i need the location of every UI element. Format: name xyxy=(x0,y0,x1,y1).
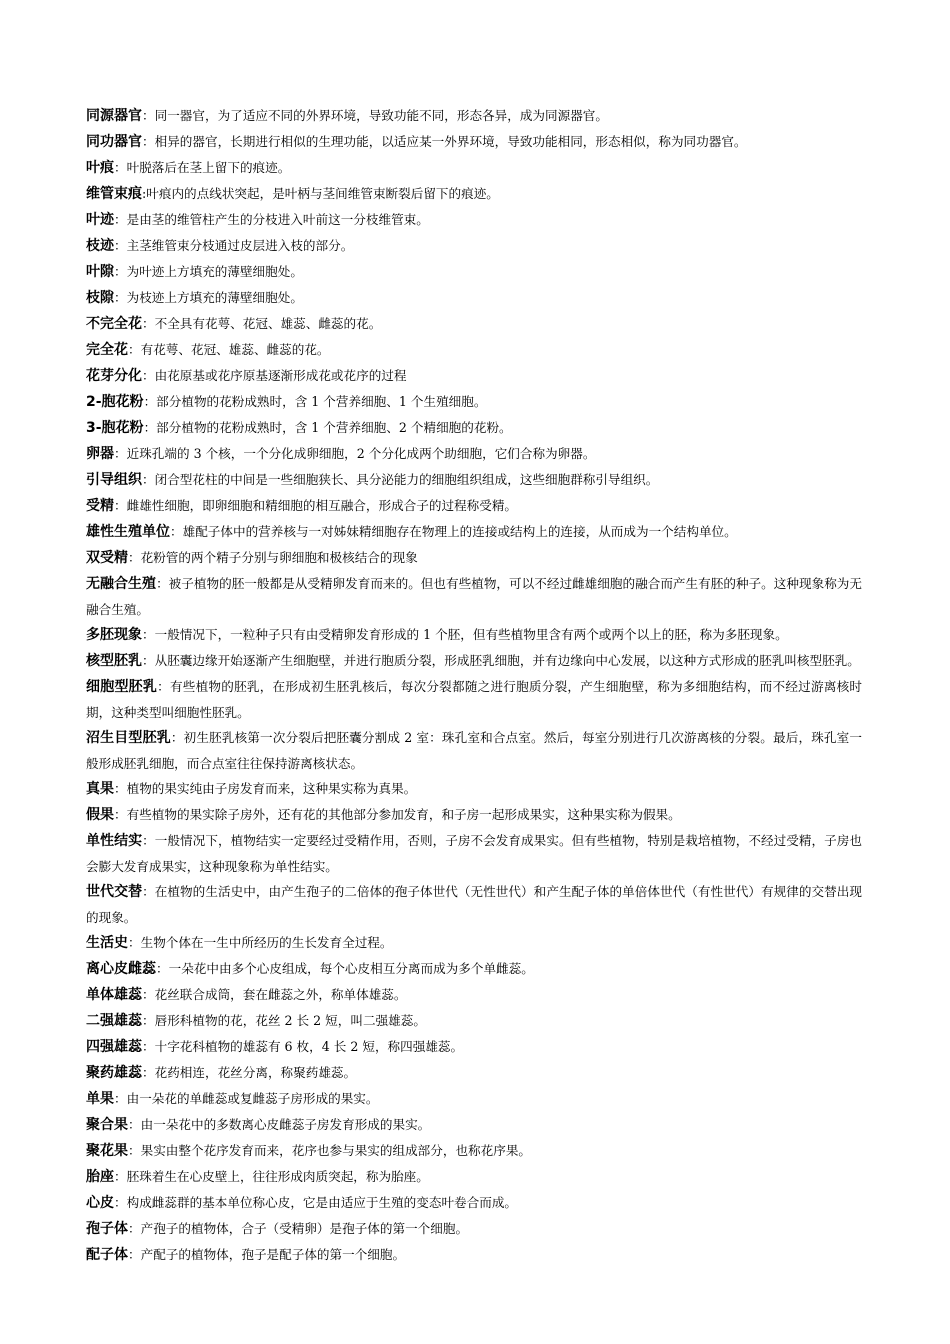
glossary-definition: 雌雄性细胞，即卵细胞和精细胞的相互融合，形成合子的过程称受精。 xyxy=(126,498,517,513)
glossary-term: 2-胞花粉 xyxy=(86,394,144,410)
glossary-entry xyxy=(86,233,862,259)
term-separator: ： xyxy=(142,316,155,331)
glossary-definition: 有些植物的胚乳，在形成初生胚乳核后，每次分裂都随之进行胞质分裂，产生细胞壁，称为多细胞结构，而不经过游离核时期，这种类型叫细胞性胚乳。 xyxy=(86,679,863,720)
term-separator: ： xyxy=(114,498,127,513)
glossary-term: 叶迹 xyxy=(86,212,114,228)
glossary-definition: 部分植物的花粉成熟时，含 1 个营养细胞、1 个生殖细胞。 xyxy=(156,394,487,409)
term-separator: ： xyxy=(143,420,157,435)
glossary-definition: 被子植物的胚一般都是从受精卵发育而来的。但也有些植物，可以不经过雌雄细胞的融合而产生有胚的种子。这种现象称为无融合生殖。 xyxy=(86,576,863,617)
glossary-term: 同源器官 xyxy=(86,108,142,124)
glossary-definition: 部分植物的花粉成熟时，含 1 个营养细胞、2 个精细胞的花粉。 xyxy=(156,420,512,435)
glossary-term: 叶痕 xyxy=(86,160,114,176)
term-separator: ： xyxy=(114,781,127,796)
glossary-entry xyxy=(86,1164,862,1190)
glossary-term: 无融合生殖 xyxy=(86,576,157,592)
glossary-entry xyxy=(86,674,862,725)
glossary-term: 生活史 xyxy=(86,935,128,951)
glossary-entry xyxy=(86,1190,862,1216)
glossary-definition: 不全具有花萼、花冠、雄蕊、雌蕊的花。 xyxy=(154,316,382,331)
term-separator: ： xyxy=(142,1039,155,1054)
glossary-definition: 十字花科植物的雄蕊有 6 枚，4 长 2 短，称四强雄蕊。 xyxy=(154,1039,464,1054)
term-separator: ： xyxy=(142,108,155,123)
glossary-term: 沼生目型胚乳 xyxy=(86,730,171,746)
glossary-definition: 花药相连，花丝分离，称聚药雄蕊。 xyxy=(154,1065,357,1080)
term-separator: ： xyxy=(157,679,170,694)
glossary-term: 孢子体 xyxy=(86,1221,128,1237)
glossary-definition: 雄配子体中的营养核与一对姊妹精细胞存在物理上的连接或结构上的连接，从而成为一个结构单位。 xyxy=(182,524,737,539)
glossary-definition: 相异的器官，长期进行相似的生理功能，以适应某一外界环境，导致功能相同，形态相似，称为同功器官。 xyxy=(154,134,747,149)
glossary-definition: 生物个体在一生中所经历的生长发育全过程。 xyxy=(140,935,393,950)
term-separator: ： xyxy=(128,550,141,565)
glossary-entry xyxy=(86,415,862,441)
glossary-definition: 胚珠着生在心皮壁上，往往形成肉质突起，称为胎座。 xyxy=(126,1169,429,1184)
glossary-definition: 是由茎的维管柱产生的分枝进入叶前这一分枝维管束。 xyxy=(126,212,429,227)
term-separator: ： xyxy=(142,627,155,642)
term-separator: ： xyxy=(114,212,127,227)
glossary-term: 多胚现象 xyxy=(86,627,142,643)
term-separator: ： xyxy=(114,1195,127,1210)
term-separator: ： xyxy=(128,342,141,357)
term-separator: ： xyxy=(142,833,155,848)
glossary-term: 卵器 xyxy=(86,446,114,462)
glossary-entry xyxy=(86,930,862,956)
term-separator: ： xyxy=(156,576,169,591)
term-separator: ： xyxy=(114,807,127,822)
glossary-term: 枝迹 xyxy=(86,238,114,254)
glossary-entry xyxy=(86,956,862,982)
glossary-entry xyxy=(86,725,862,776)
term-separator: ： xyxy=(128,1117,141,1132)
glossary-definition: 一般情况下，一粒种子只有由受精卵发育形成的 1 个胚，但有些植物里含有两个或两个以上的胚，称为多胚现象。 xyxy=(154,627,788,642)
glossary-entry xyxy=(86,802,862,828)
glossary-entry xyxy=(86,982,862,1008)
term-separator: ： xyxy=(142,368,155,383)
glossary-entry xyxy=(86,129,862,155)
glossary-entry xyxy=(86,207,862,233)
glossary-entry xyxy=(86,467,862,493)
glossary-entry xyxy=(86,776,862,802)
glossary-entry xyxy=(86,1008,862,1034)
glossary-definition: 有些植物的果实除子房外，还有花的其他部分参加发育，和子房一起形成果实，这种果实称为假果。 xyxy=(126,807,681,822)
glossary-term: 单体雄蕊 xyxy=(86,987,142,1003)
glossary-definition: 唇形科植物的花，花丝 2 长 2 短，叫二强雄蕊。 xyxy=(154,1013,426,1028)
term-separator: ： xyxy=(114,1169,127,1184)
glossary-entry xyxy=(86,545,862,571)
term-separator: ： xyxy=(142,1065,155,1080)
glossary-definition: 初生胚乳核第一次分裂后把胚囊分割成 2 室：珠孔室和合点室。然后，每室分别进行几次游离核的分裂。最后，珠孔室一般形成胚乳细胞，而合点室往往保持游离核状态。 xyxy=(86,730,863,771)
glossary-term: 细胞型胚乳 xyxy=(86,679,158,695)
glossary-definition: 植物的果实纯由子房发育而来，这种果实称为真果。 xyxy=(126,781,417,796)
term-separator: ： xyxy=(128,1247,141,1262)
glossary-entry xyxy=(86,311,862,337)
glossary-entry xyxy=(86,648,862,674)
glossary-entry xyxy=(86,622,862,648)
glossary-definition: 同一器官，为了适应不同的外界环境，导致功能不同，形态各异，成为同源器官。 xyxy=(154,108,608,123)
glossary-entry xyxy=(86,181,862,207)
glossary-term: 四强雄蕊 xyxy=(86,1039,142,1055)
glossary-term: 聚药雄蕊 xyxy=(86,1065,142,1081)
glossary-term: 枝隙 xyxy=(86,290,114,306)
glossary-definition: 闭合型花柱的中间是一些细胞狭长、具分泌能力的细胞组织组成，这些细胞群称引导组织。 xyxy=(154,472,659,487)
glossary-term: 叶隙 xyxy=(86,264,114,280)
term-separator: : xyxy=(142,186,147,201)
glossary-definition: 由一朵花中的多数离心皮雌蕊子房发育形成的果实。 xyxy=(140,1117,431,1132)
glossary-term: 完全花 xyxy=(86,342,128,358)
glossary-entry xyxy=(86,1112,862,1138)
glossary-term: 世代交替 xyxy=(86,884,143,900)
term-separator: ： xyxy=(114,446,127,461)
glossary-entry xyxy=(86,1060,862,1086)
glossary-entry xyxy=(86,363,862,389)
term-separator: ： xyxy=(156,961,169,976)
document-page xyxy=(86,103,862,1268)
glossary-definition: 产配子的植物体，孢子是配子体的第一个细胞。 xyxy=(140,1247,406,1262)
term-separator: ： xyxy=(170,524,183,539)
glossary-definition: 产孢子的植物体，合子（受精卵）是孢子体的第一个细胞。 xyxy=(140,1221,469,1236)
term-separator: ： xyxy=(128,935,141,950)
glossary-definition: 一般情况下，植物结实一定要经过受精作用，否则，子房不会发育成果实。但有些植物，特别是栽培植物，不经过受精，子房也会膨大发育成果实，这种现象称为单性结实。 xyxy=(86,833,863,874)
term-separator: ： xyxy=(114,264,127,279)
glossary-term: 受精 xyxy=(86,498,114,514)
glossary-term: 核型胚乳 xyxy=(86,653,142,669)
glossary-entry xyxy=(86,259,862,285)
term-separator: ： xyxy=(114,290,127,305)
glossary-definition: 为叶迹上方填充的薄壁细胞处。 xyxy=(126,264,303,279)
glossary-entry xyxy=(86,285,862,311)
glossary-definition: 叶痕内的点线状突起，是叶柄与茎间维管束断裂后留下的痕迹。 xyxy=(146,186,499,201)
glossary-definition: 花丝联合成筒，套在雌蕊之外，称单体雄蕊。 xyxy=(154,987,407,1002)
glossary-entry xyxy=(86,1086,862,1112)
glossary-definition: 叶脱落后在茎上留下的痕迹。 xyxy=(126,160,291,175)
glossary-term: 心皮 xyxy=(86,1195,114,1211)
glossary-definition: 有花萼、花冠、雄蕊、雌蕊的花。 xyxy=(140,342,330,357)
glossary-definition: 从胚囊边缘开始逐渐产生细胞壁，并进行胞质分裂，形成胚乳细胞，并有边缘向中心发展，以这种方式形成的胚乳叫核型胚乳。 xyxy=(154,653,860,668)
glossary-entry xyxy=(86,1034,862,1060)
glossary-term: 花芽分化 xyxy=(86,368,142,384)
glossary-definition: 一朵花中由多个心皮组成，每个心皮相互分离而成为多个单雌蕊。 xyxy=(168,961,534,976)
glossary-entry xyxy=(86,1216,862,1242)
glossary-term: 雄性生殖单位 xyxy=(86,524,170,540)
term-separator: ： xyxy=(142,472,155,487)
glossary-term: 真果 xyxy=(86,781,114,797)
glossary-entry xyxy=(86,828,862,879)
glossary-entry xyxy=(86,337,862,363)
glossary-definition: 由花原基或花序原基逐渐形成花或花序的过程 xyxy=(154,368,407,383)
term-separator: ： xyxy=(143,394,157,409)
glossary-term: 双受精 xyxy=(86,550,128,566)
term-separator: ： xyxy=(114,1091,127,1106)
glossary-entry xyxy=(86,519,862,545)
term-separator: ： xyxy=(142,987,155,1002)
glossary-definition: 果实由整个花序发育而来，花序也参与果实的组成部分，也称花序果。 xyxy=(140,1143,531,1158)
glossary-entry xyxy=(86,441,862,467)
glossary-definition: 主茎维管束分枝通过皮层进入枝的部分。 xyxy=(126,238,354,253)
glossary-term: 维管束痕 xyxy=(86,186,142,202)
glossary-entry xyxy=(86,1138,862,1164)
glossary-term: 引导组织 xyxy=(86,472,142,488)
glossary-term: 同功器官 xyxy=(86,134,142,150)
term-separator: ： xyxy=(142,134,155,149)
glossary-definition: 花粉管的两个精子分别与卵细胞和极核结合的现象 xyxy=(140,550,418,565)
glossary-definition: 为枝迹上方填充的薄壁细胞处。 xyxy=(126,290,303,305)
glossary-term: 配子体 xyxy=(86,1247,128,1263)
glossary-definition: 近珠孔端的 3 个核，一个分化成卵细胞，2 个分化成两个助细胞，它们合称为卵器。 xyxy=(126,446,596,461)
term-separator: ： xyxy=(142,884,155,899)
term-separator: ： xyxy=(142,653,155,668)
glossary-entry xyxy=(86,103,862,129)
term-separator: ： xyxy=(128,1221,141,1236)
glossary-entry xyxy=(86,389,862,415)
glossary-term: 假果 xyxy=(86,807,114,823)
glossary-term: 3-胞花粉 xyxy=(86,420,144,436)
term-separator: ： xyxy=(128,1143,141,1158)
term-separator: ： xyxy=(114,238,127,253)
glossary-entry xyxy=(86,571,862,622)
term-separator: ： xyxy=(114,160,127,175)
glossary-entry xyxy=(86,493,862,519)
glossary-term: 聚花果 xyxy=(86,1143,128,1159)
glossary-term: 单果 xyxy=(86,1091,114,1107)
glossary-term: 胎座 xyxy=(86,1169,114,1185)
term-separator: ： xyxy=(170,730,184,745)
glossary-entry xyxy=(86,1242,862,1268)
glossary-term: 不完全花 xyxy=(86,316,142,332)
glossary-term: 离心皮雌蕊 xyxy=(86,961,156,977)
glossary-definition: 在植物的生活史中，由产生孢子的二倍体的孢子体世代（无性世代）和产生配子体的单倍体世代（有性世代）有规律的交替出现的现象。 xyxy=(86,884,863,925)
glossary-term: 二强雄蕊 xyxy=(86,1013,142,1029)
glossary-definition: 构成雌蕊群的基本单位称心皮，它是由适应于生殖的变态叶卷合而成。 xyxy=(126,1195,517,1210)
glossary-definition: 由一朵花的单雌蕊或复雌蕊子房形成的果实。 xyxy=(126,1091,379,1106)
glossary-term: 聚合果 xyxy=(86,1117,128,1133)
glossary-term: 单性结实 xyxy=(86,833,143,849)
glossary-entry xyxy=(86,879,862,930)
term-separator: ： xyxy=(142,1013,155,1028)
glossary-entry xyxy=(86,155,862,181)
